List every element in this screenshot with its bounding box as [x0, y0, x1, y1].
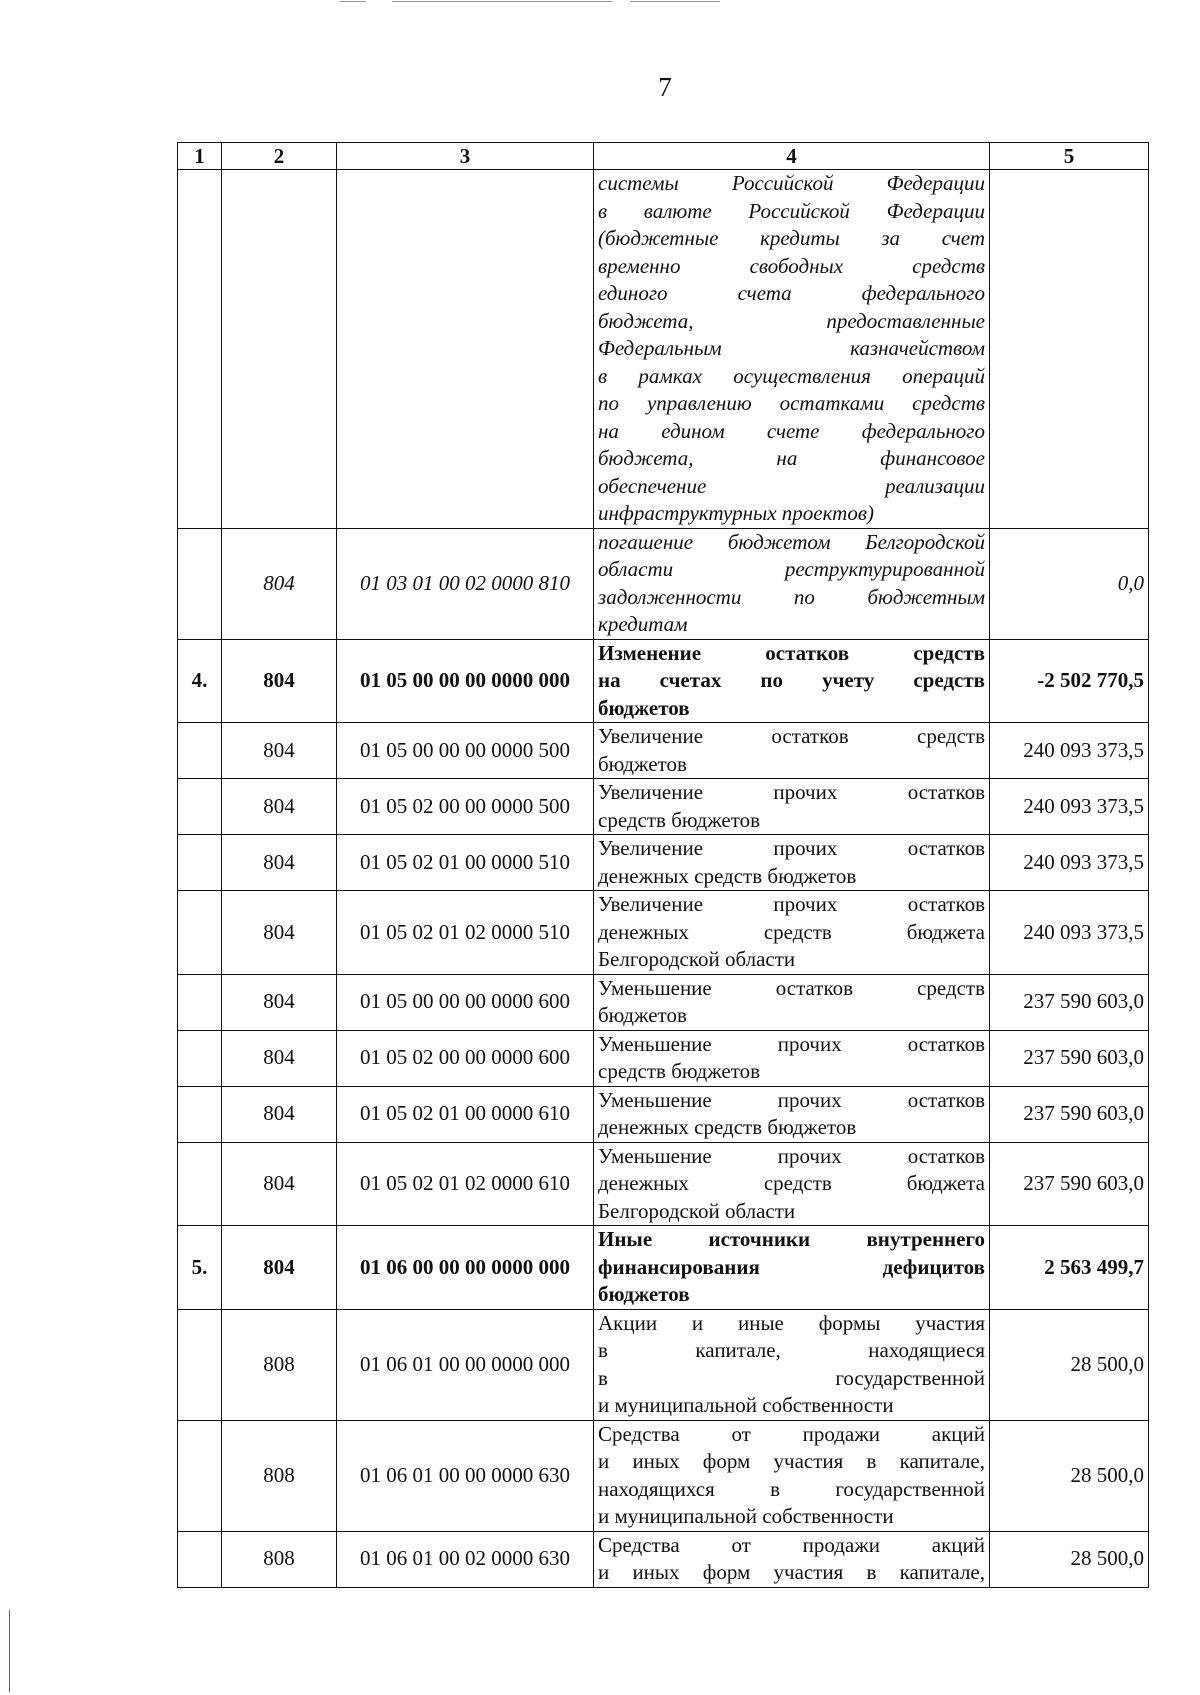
classification-code: 01 05 02 01 00 0000 510 — [337, 835, 594, 891]
amount: 0,0 — [990, 528, 1149, 639]
classification-code: 01 03 01 00 02 0000 810 — [337, 528, 594, 639]
row-number — [178, 1420, 222, 1531]
row-number — [178, 974, 222, 1030]
description-line: в государственной — [598, 1365, 985, 1390]
amount: 240 093 373,5 — [990, 723, 1149, 779]
description-line: финансирования дефицитов — [598, 1254, 985, 1279]
financing-sources-table — [177, 142, 1149, 1588]
description-line: по управлению остатками средств — [598, 391, 985, 415]
description-line: Федеральным казначейством — [598, 336, 985, 360]
classification-code: 01 05 00 00 00 0000 600 — [337, 974, 594, 1030]
column-header-5: 5 — [990, 143, 1149, 170]
table-row-continuation — [178, 170, 1149, 529]
description-line: Иные источники внутреннего — [598, 1227, 985, 1251]
scan-top-marks — [340, 0, 790, 4]
description-line: в капитале, находящиеся — [598, 1338, 985, 1362]
description-line: в рамках осуществления операций — [598, 363, 985, 388]
row-number — [178, 1142, 222, 1226]
table-row — [178, 1086, 1149, 1142]
description-line: Белгородской области — [598, 1198, 796, 1223]
row-number — [178, 1086, 222, 1142]
description-line: на счетах по учету средств — [598, 668, 985, 692]
description — [594, 1142, 990, 1226]
row-number — [178, 891, 222, 975]
amount: 240 093 373,5 — [990, 779, 1149, 835]
row-number — [178, 779, 222, 835]
description-line: и муниципальной собственности — [598, 1504, 894, 1528]
description-line: Средства от продажи акций — [598, 1421, 985, 1446]
description-line: временно свободных средств — [598, 253, 985, 278]
description — [594, 1086, 990, 1142]
description-line: обеспечение реализации — [598, 473, 985, 498]
admin-code: 804 — [222, 1030, 337, 1086]
description-line: бюджетов — [598, 1282, 690, 1306]
column-header-2: 2 — [222, 143, 337, 170]
table-row — [178, 974, 1149, 1030]
amount: 240 093 373,5 — [990, 835, 1149, 891]
amount: 237 590 603,0 — [990, 974, 1149, 1030]
description — [594, 170, 990, 529]
table-row — [178, 528, 1149, 639]
admin-code: 804 — [222, 891, 337, 975]
description-line: бюджета, предоставленные — [598, 308, 985, 333]
classification-code: 01 05 02 00 00 0000 600 — [337, 1030, 594, 1086]
description-line: и муниципальной собственности — [598, 1393, 894, 1417]
description — [594, 1531, 990, 1587]
table-row — [178, 1420, 1149, 1531]
description — [594, 891, 990, 975]
amount: 237 590 603,0 — [990, 1030, 1149, 1086]
description — [594, 1309, 990, 1420]
table-row — [178, 1531, 1149, 1587]
amount: 28 500,0 — [990, 1420, 1149, 1531]
admin-code: 804 — [222, 528, 337, 639]
description-line: области реструктурированной — [598, 557, 985, 581]
description — [594, 639, 990, 723]
classification-code: 01 05 02 01 00 0000 610 — [337, 1086, 594, 1142]
table-header-row — [178, 143, 1149, 170]
description-line: и иных форм участия в капитале, — [598, 1560, 985, 1584]
admin-code — [222, 170, 337, 529]
description-line: Увеличение прочих остатков — [598, 892, 985, 916]
description-line: Уменьшение прочих остатков — [598, 1031, 985, 1056]
admin-code: 808 — [222, 1420, 337, 1531]
description-line: Уменьшение прочих остатков — [598, 1087, 985, 1112]
admin-code: 804 — [222, 639, 337, 723]
description-line: Увеличение прочих остатков — [598, 836, 985, 860]
admin-code: 804 — [222, 1086, 337, 1142]
description-line: погашение бюджетом Белгородской — [598, 529, 985, 554]
description-line: Белгородской области — [598, 947, 796, 971]
admin-code: 808 — [222, 1309, 337, 1420]
admin-code: 804 — [222, 1142, 337, 1226]
description-line: Акции и иные формы участия — [598, 1310, 985, 1335]
description-line: инфраструктурных проектов) — [598, 501, 874, 525]
description-line: Уменьшение прочих остатков — [598, 1143, 985, 1168]
admin-code: 804 — [222, 1226, 337, 1310]
table-row — [178, 891, 1149, 975]
table-row — [178, 639, 1149, 723]
description-line: Средства от продажи акций — [598, 1532, 985, 1557]
classification-code: 01 05 02 01 02 0000 610 — [337, 1142, 594, 1226]
description — [594, 528, 990, 639]
amount: -2 502 770,5 — [990, 639, 1149, 723]
row-number: 5. — [178, 1226, 222, 1310]
description-line: средств бюджетов — [598, 807, 761, 832]
description-line: средств бюджетов — [598, 1059, 761, 1083]
description-line: бюджетов — [598, 1003, 687, 1027]
amount — [990, 170, 1149, 529]
table-row — [178, 835, 1149, 891]
admin-code: 808 — [222, 1531, 337, 1587]
table-row — [178, 723, 1149, 779]
classification-code: 01 06 01 00 00 0000 000 — [337, 1309, 594, 1420]
description-line: находящихся в государственной — [598, 1476, 985, 1501]
description — [594, 1030, 990, 1086]
description — [594, 723, 990, 779]
description-line: бюджетов — [598, 695, 690, 720]
amount: 28 500,0 — [990, 1531, 1149, 1587]
column-header-1: 1 — [178, 143, 222, 170]
amount: 28 500,0 — [990, 1309, 1149, 1420]
description-line: бюджетов — [598, 751, 687, 776]
description-line: денежных средств бюджета — [598, 919, 985, 944]
description-line: задолженности по бюджетным — [598, 584, 985, 609]
description-line: денежных средств бюджетов — [598, 1115, 857, 1139]
classification-code: 01 05 02 01 02 0000 510 — [337, 891, 594, 975]
amount: 237 590 603,0 — [990, 1086, 1149, 1142]
row-number — [178, 723, 222, 779]
description-line: денежных средств бюджета — [598, 1171, 985, 1195]
description-line: на едином счете федерального — [598, 418, 985, 443]
description-line: Увеличение прочих остатков — [598, 780, 985, 804]
description — [594, 1420, 990, 1531]
classification-code: 01 05 00 00 00 0000 500 — [337, 723, 594, 779]
description-line: единого счета федерального — [598, 281, 985, 305]
row-number — [178, 170, 222, 529]
column-header-4: 4 — [594, 143, 990, 170]
description-line: кредитам — [598, 612, 688, 636]
description — [594, 779, 990, 835]
classification-code — [337, 170, 594, 529]
table-body — [178, 170, 1149, 1588]
row-number: 4. — [178, 639, 222, 723]
description-line: системы Российской Федерации — [598, 171, 985, 195]
classification-code: 01 06 00 00 00 0000 000 — [337, 1226, 594, 1310]
table-row — [178, 779, 1149, 835]
admin-code: 804 — [222, 974, 337, 1030]
admin-code: 804 — [222, 723, 337, 779]
row-number — [178, 835, 222, 891]
table-row — [178, 1030, 1149, 1086]
row-number — [178, 1309, 222, 1420]
classification-code: 01 06 01 00 00 0000 630 — [337, 1420, 594, 1531]
description-line: Уменьшение остатков средств — [598, 975, 985, 1000]
amount: 2 563 499,7 — [990, 1226, 1149, 1310]
scan-margin-mark — [9, 1610, 10, 1692]
row-number — [178, 1531, 222, 1587]
amount: 237 590 603,0 — [990, 1142, 1149, 1226]
classification-code: 01 05 02 00 00 0000 500 — [337, 779, 594, 835]
page-number: 7 — [658, 72, 672, 102]
classification-code: 01 05 00 00 00 0000 000 — [337, 639, 594, 723]
description-line: и иных форм участия в капитале, — [598, 1449, 985, 1473]
table-row — [178, 1309, 1149, 1420]
row-number — [178, 528, 222, 639]
description-line: денежных средств бюджетов — [598, 863, 857, 888]
row-number — [178, 1030, 222, 1086]
description — [594, 835, 990, 891]
description — [594, 974, 990, 1030]
description — [594, 1226, 990, 1310]
description-line: бюджета, на финансовое — [598, 446, 985, 470]
table-row — [178, 1226, 1149, 1310]
column-header-3: 3 — [337, 143, 594, 170]
description-line: Изменение остатков средств — [598, 640, 985, 665]
amount: 240 093 373,5 — [990, 891, 1149, 975]
admin-code: 804 — [222, 779, 337, 835]
admin-code: 804 — [222, 835, 337, 891]
classification-code: 01 06 01 00 02 0000 630 — [337, 1531, 594, 1587]
description-line: в валюте Российской Федерации — [598, 198, 985, 223]
table-row — [178, 1142, 1149, 1226]
description-line: (бюджетные кредиты за счет — [598, 226, 985, 250]
description-line: Увеличение остатков средств — [598, 724, 985, 748]
